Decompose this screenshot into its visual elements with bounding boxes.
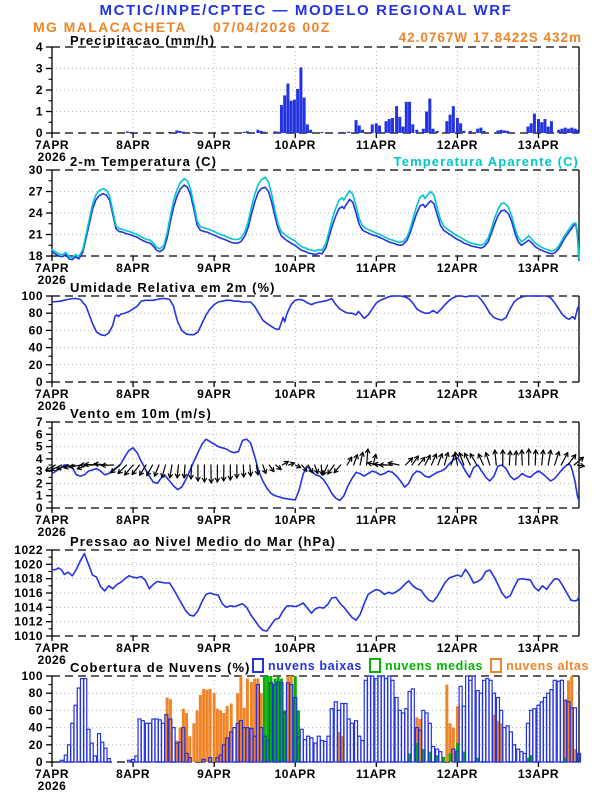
svg-text:13APR: 13APR bbox=[517, 387, 560, 401]
cloud-legend bbox=[252, 658, 589, 673]
svg-text:8APR: 8APR bbox=[116, 387, 151, 401]
svg-text:80: 80 bbox=[28, 686, 43, 701]
svg-text:21: 21 bbox=[28, 227, 43, 242]
svg-text:10APR: 10APR bbox=[274, 138, 316, 152]
svg-text:40: 40 bbox=[28, 340, 43, 355]
svg-text:13APR: 13APR bbox=[517, 641, 560, 655]
legend-item-high-clouds bbox=[490, 658, 589, 673]
svg-text:10APR: 10APR bbox=[274, 641, 316, 655]
svg-text:1014: 1014 bbox=[14, 600, 43, 615]
legend-item-low-clouds bbox=[252, 658, 362, 673]
station-coordinates: 42.0767W 17.8422S 432m bbox=[398, 30, 582, 45]
low-clouds-swatch-icon bbox=[252, 658, 264, 673]
svg-text:12APR: 12APR bbox=[436, 767, 478, 781]
svg-text:12APR: 12APR bbox=[436, 138, 478, 152]
svg-text:11APR: 11APR bbox=[356, 641, 397, 655]
svg-text:5: 5 bbox=[35, 439, 43, 454]
legend-label: nuvens altas bbox=[506, 658, 590, 673]
svg-text:10APR: 10APR bbox=[274, 513, 316, 527]
svg-text:8APR: 8APR bbox=[116, 641, 151, 655]
svg-text:0: 0 bbox=[35, 126, 43, 140]
svg-text:24: 24 bbox=[28, 206, 43, 220]
svg-text:4: 4 bbox=[35, 40, 43, 54]
legend-label: nuvens medias bbox=[384, 658, 484, 673]
svg-text:7APR: 7APR bbox=[34, 513, 70, 527]
svg-text:7: 7 bbox=[35, 415, 43, 429]
svg-text:1: 1 bbox=[35, 488, 43, 503]
panel-pressure-title: Pressao ao Nivel Medio do Mar (hPa) bbox=[70, 534, 337, 549]
svg-text:11APR: 11APR bbox=[356, 387, 397, 401]
svg-text:2026: 2026 bbox=[37, 150, 67, 164]
svg-text:0: 0 bbox=[35, 755, 43, 769]
svg-text:1018: 1018 bbox=[14, 571, 43, 586]
svg-text:4: 4 bbox=[35, 451, 43, 466]
mid-clouds-swatch-icon bbox=[369, 658, 381, 673]
svg-text:12APR: 12APR bbox=[436, 387, 478, 401]
svg-text:0: 0 bbox=[35, 501, 43, 515]
svg-text:13APR: 13APR bbox=[517, 767, 560, 781]
svg-text:6: 6 bbox=[35, 427, 43, 442]
panel-cloud-cover-title: Cobertura de Nuvens (%) bbox=[70, 660, 251, 675]
svg-text:1012: 1012 bbox=[14, 614, 43, 629]
svg-text:10APR: 10APR bbox=[274, 767, 316, 781]
panel-apparent-temperature-title: Temperatura Aparente (C) bbox=[393, 154, 579, 169]
svg-text:7APR: 7APR bbox=[34, 767, 70, 781]
svg-text:9APR: 9APR bbox=[197, 513, 232, 527]
svg-text:8APR: 8APR bbox=[116, 138, 151, 152]
station-name: MG MALACACHETA bbox=[33, 19, 187, 35]
svg-text:1020: 1020 bbox=[14, 557, 43, 572]
svg-text:3: 3 bbox=[35, 464, 43, 479]
svg-text:2026: 2026 bbox=[37, 779, 67, 792]
svg-text:1016: 1016 bbox=[14, 586, 43, 600]
svg-text:2026: 2026 bbox=[37, 525, 67, 539]
svg-text:13APR: 13APR bbox=[517, 138, 560, 152]
page-title: MCTIC/INPE/CPTEC — MODELO REGIONAL WRF bbox=[99, 2, 513, 19]
svg-text:2026: 2026 bbox=[37, 273, 67, 287]
svg-text:100: 100 bbox=[21, 669, 43, 683]
svg-text:9APR: 9APR bbox=[197, 641, 232, 655]
panel-wind-title: Vento em 10m (m/s) bbox=[70, 406, 212, 421]
svg-text:11APR: 11APR bbox=[356, 767, 397, 781]
panel-humidity-title: Umidade Relativa em 2m (%) bbox=[70, 280, 276, 295]
svg-text:2: 2 bbox=[35, 476, 43, 491]
svg-text:1010: 1010 bbox=[14, 629, 43, 643]
svg-text:13APR: 13APR bbox=[517, 261, 560, 275]
svg-text:40: 40 bbox=[28, 720, 43, 735]
svg-text:2026: 2026 bbox=[37, 653, 67, 667]
legend-item-mid-clouds bbox=[369, 658, 483, 673]
svg-text:12APR: 12APR bbox=[436, 513, 478, 527]
svg-text:9APR: 9APR bbox=[197, 261, 232, 275]
svg-text:100: 100 bbox=[21, 289, 43, 303]
svg-text:1: 1 bbox=[35, 104, 43, 119]
svg-text:10APR: 10APR bbox=[274, 387, 316, 401]
svg-text:27: 27 bbox=[28, 184, 43, 199]
svg-text:30: 30 bbox=[28, 163, 43, 177]
svg-text:7APR: 7APR bbox=[34, 261, 70, 275]
svg-text:9APR: 9APR bbox=[197, 387, 232, 401]
svg-text:7APR: 7APR bbox=[34, 387, 70, 401]
svg-text:8APR: 8APR bbox=[116, 767, 151, 781]
svg-text:11APR: 11APR bbox=[356, 138, 397, 152]
svg-text:60: 60 bbox=[28, 323, 43, 338]
svg-text:11APR: 11APR bbox=[356, 261, 397, 275]
svg-text:60: 60 bbox=[28, 703, 43, 718]
svg-text:10APR: 10APR bbox=[274, 261, 316, 275]
svg-text:9APR: 9APR bbox=[197, 138, 232, 152]
svg-text:20: 20 bbox=[28, 737, 43, 752]
svg-text:12APR: 12APR bbox=[436, 641, 478, 655]
panel-temperature-title: 2-m Temperatura (C) bbox=[70, 154, 218, 169]
svg-text:2: 2 bbox=[35, 83, 43, 97]
svg-text:18: 18 bbox=[28, 249, 43, 263]
svg-text:13APR: 13APR bbox=[517, 513, 560, 527]
svg-text:7APR: 7APR bbox=[34, 138, 70, 152]
svg-text:20: 20 bbox=[28, 357, 43, 372]
svg-text:3: 3 bbox=[35, 61, 43, 76]
svg-text:7APR: 7APR bbox=[34, 641, 70, 655]
svg-text:1022: 1022 bbox=[14, 543, 43, 557]
svg-text:2026: 2026 bbox=[37, 399, 67, 413]
svg-text:12APR: 12APR bbox=[436, 261, 478, 275]
svg-text:11APR: 11APR bbox=[356, 513, 397, 527]
high-clouds-swatch-icon bbox=[490, 658, 502, 673]
model-run-time: 07/04/2026 00Z bbox=[213, 19, 331, 35]
svg-text:8APR: 8APR bbox=[116, 513, 151, 527]
svg-text:0: 0 bbox=[35, 375, 43, 389]
svg-text:80: 80 bbox=[28, 306, 43, 321]
panel-precipitation-title: Precipitacao (mm/h) bbox=[70, 33, 216, 48]
svg-text:9APR: 9APR bbox=[197, 767, 232, 781]
svg-text:8APR: 8APR bbox=[116, 261, 151, 275]
legend-label: nuvens baixas bbox=[268, 658, 362, 673]
